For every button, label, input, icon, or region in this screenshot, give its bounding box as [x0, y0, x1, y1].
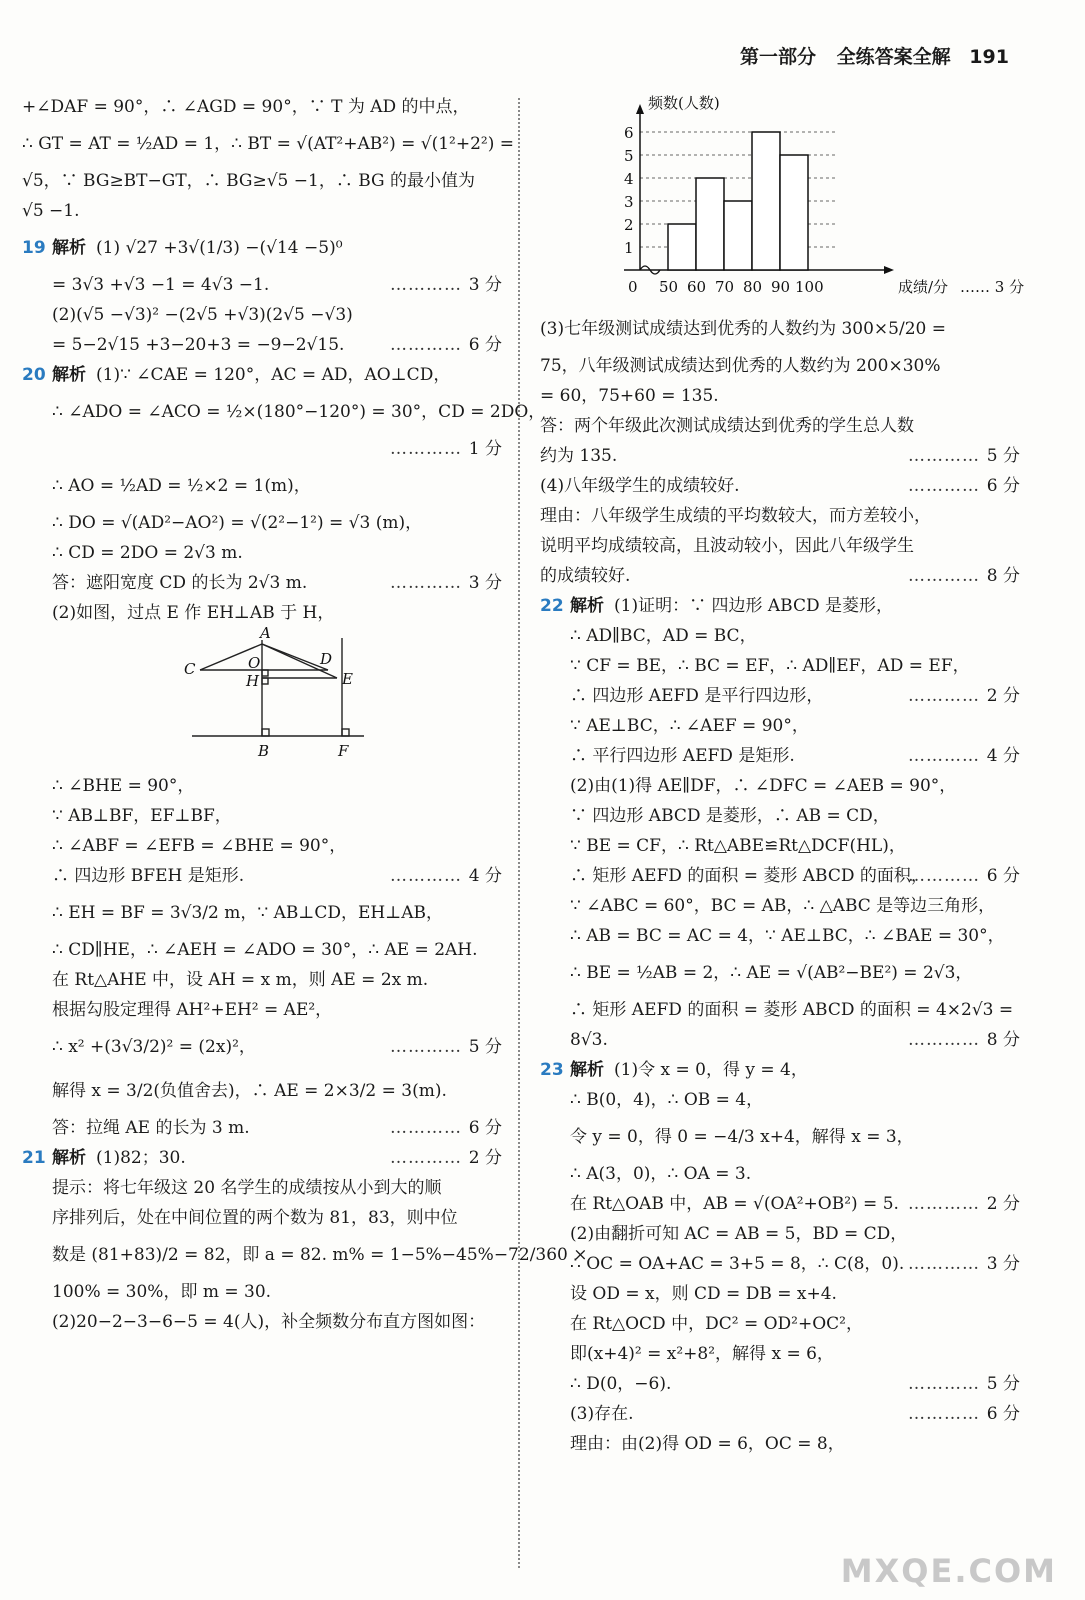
line-text: ∴ B(0，4)，∴ OB = 4， [570, 1090, 764, 1110]
score-mark: 4 分 [986, 746, 1020, 766]
solution-line [540, 561, 1020, 591]
question-23-start [540, 1055, 1020, 1085]
question-number: 22 [540, 596, 564, 616]
line-text: 说明平均成绩较高，且波动较小，因此八年级学生 [540, 536, 914, 556]
line-text: 在 Rt△OAB 中，AB = √(OA²+OB²) = 5. [570, 1194, 899, 1214]
solution-line [540, 1309, 1020, 1339]
leader-dots: ………… [390, 1148, 462, 1168]
x-tick-label: 100 [795, 278, 824, 296]
score-mark: 6 分 [468, 335, 502, 355]
solution-line [22, 196, 502, 226]
page-header [740, 42, 1045, 69]
line-text: ∴ DO = √(AD²−AO²) = √(2²−1²) = √3 (m)， [52, 513, 423, 533]
line-text: ∴ 四边形 BFEH 是矩形. [52, 866, 245, 886]
solution-line [540, 1115, 1020, 1159]
line-text: ∴ x² +(3√3/2)² = (2x)²， [52, 1037, 256, 1057]
solution-line [22, 1113, 502, 1143]
line-text: (1) √27 +3√(1/3) −(√14 −5)⁰ [96, 238, 343, 258]
point-label-f: F [338, 742, 349, 760]
line-text: ∴ CD = 2DO = 2√3 m. [52, 543, 243, 563]
line-text: ∴ ∠ADO = ∠ACO = ½×(180°−120°) = 30°，CD = 2DO， [52, 402, 546, 422]
score-mark: 4 分 [468, 866, 502, 886]
point-label-b: B [258, 742, 270, 760]
leader-dots: ………… [390, 335, 462, 355]
line-text: 答：两个年级此次测试成绩达到优秀的学生总人数 [540, 416, 914, 436]
score-mark: 3 分 [986, 1254, 1020, 1274]
solution-line [22, 330, 502, 360]
score-mark: 5 分 [986, 1374, 1020, 1394]
line-text: = 60，75+60 = 135. [540, 386, 719, 406]
solution-line [540, 1399, 1020, 1429]
solution-line [22, 891, 502, 935]
solution-line [540, 1189, 1020, 1219]
line-text: 数是 (81+83)/2 = 82，即 a = 82. m% = 1−5%−45%−72/360 × [52, 1245, 588, 1265]
solution-line [22, 434, 502, 464]
line-text: 即(x+4)² = x²+8²，解得 x = 6， [570, 1344, 834, 1364]
solution-line [540, 1025, 1020, 1055]
leader-dots: ………… [390, 573, 462, 593]
solution-line [540, 741, 1020, 771]
line-text: (4)八年级学生的成绩较好. [540, 476, 740, 496]
solution-line [22, 771, 502, 801]
solution-line [540, 1085, 1020, 1115]
solution-line [540, 501, 1020, 531]
line-text: ∵ 四边形 ABCD 是菱形，∴ AB = CD， [570, 806, 890, 826]
score-mark: 6 分 [468, 1118, 502, 1138]
solution-line [22, 1203, 502, 1233]
solution-line [22, 995, 502, 1025]
line-text: 的成绩较好. [540, 566, 631, 586]
line-text: (1)证明：∵ 四边形 ABCD 是菱形， [614, 596, 894, 616]
geometry-svg [182, 624, 482, 766]
solution-line [540, 411, 1020, 441]
analysis-keyword: 解析 [52, 365, 86, 385]
line-text: ∴ 矩形 AEFD 的面积 = 菱形 ABCD 的面积 = 4×2√3 = [570, 1000, 1014, 1020]
solution-line [540, 1369, 1020, 1399]
x-tick-label: 80 [743, 278, 763, 296]
bar-80-90 [752, 132, 780, 270]
right-column [540, 92, 1025, 1459]
watermark: MXQE.COM [840, 1552, 1057, 1590]
point-label-h: H [246, 672, 260, 690]
line-text: (3)存在. [570, 1404, 634, 1424]
leader-dots: ………… [908, 1374, 980, 1394]
solution-line [540, 861, 1020, 891]
line-text: 提示：将七年级这 20 名学生的成绩按从小到大的顺 [52, 1178, 442, 1198]
solution-line [540, 1339, 1020, 1369]
x-tick-label: 50 [659, 278, 679, 296]
line-text: (3)七年级测试成绩达到优秀的人数约为 300×5/20 = [540, 319, 946, 339]
solution-line [22, 1069, 502, 1113]
line-text: 理由：八年级学生成绩的平均数较大，而方差较小， [540, 506, 931, 526]
y-tick-label: 4 [624, 170, 634, 188]
question-20-start [22, 360, 502, 390]
score-mark: 5 分 [986, 446, 1020, 466]
line-text: ∴ D(0，−6). [570, 1374, 672, 1394]
solution-line [540, 1429, 1020, 1459]
analysis-keyword: 解析 [570, 596, 604, 616]
score-mark: 8 分 [986, 1030, 1020, 1050]
header-title: 全练答案全解 [836, 46, 951, 68]
line-text: 设 OD = x，则 CD = DB = x+4. [570, 1284, 837, 1304]
point-label-o: O [248, 654, 261, 672]
analysis-keyword: 解析 [570, 1060, 604, 1080]
solution-line [22, 965, 502, 995]
line-text: = 5−2√15 +3−20+3 = −9−2√15. [52, 335, 345, 355]
question-21-start [22, 1143, 502, 1173]
solution-line [22, 1173, 502, 1203]
line-text: 8√3. [570, 1030, 608, 1050]
analysis-keyword: 解析 [52, 238, 86, 258]
solution-line [540, 1159, 1020, 1189]
line-text: ∵ CF = BE，∴ BC = EF，∴ AD∥EF，AD = EF， [570, 656, 970, 676]
y-tick-label: 3 [624, 193, 634, 211]
x-tick-label: 70 [715, 278, 735, 296]
solution-line [540, 951, 1020, 995]
line-text: ∴ GT = AT = ½AD = 1，∴ BT = √(AT²+AB²) = √(1²+2²) = [22, 134, 515, 154]
leader-dots: ………… [908, 476, 980, 496]
x-axis-title: 成绩/分 [898, 278, 949, 296]
line-text: ∴ BE = ½AB = 2，∴ AE = √(AB²−BE²) = 2√3， [570, 963, 973, 983]
leader-dots: ………… [908, 686, 980, 706]
solution-line [540, 681, 1020, 711]
line-text: ∴ AO = ½AD = ½×2 = 1(m)， [52, 476, 311, 496]
geometry-figure [22, 624, 502, 771]
solution-line [22, 1277, 502, 1307]
solution-line [22, 1025, 502, 1069]
line-text: ∴ 四边形 AEFD 是平行四边形， [570, 686, 824, 706]
bar-70-80 [724, 201, 752, 270]
solution-line [540, 471, 1020, 501]
question-number: 21 [22, 1148, 46, 1168]
line-text: 解得 x = 3/2(负值舍去)，∴ AE = 2×3/2 = 3(m). [52, 1081, 447, 1101]
leader-dots: ………… [908, 566, 980, 586]
line-text: = 3√3 +√3 −1 = 4√3 −1. [52, 275, 270, 295]
line-text: 答：遮阳宽度 CD 的长为 2√3 m. [52, 573, 308, 593]
leader-dots: ………… [390, 439, 462, 459]
histogram-chart [540, 92, 1025, 302]
line-text: ∴ 平行四边形 AEFD 是矩形. [570, 746, 795, 766]
analysis-keyword: 解析 [52, 1148, 86, 1168]
solution-line [540, 441, 1020, 471]
line-text: 答：拉绳 AE 的长为 3 m. [52, 1118, 250, 1138]
question-number: 23 [540, 1060, 564, 1080]
question-number: 20 [22, 365, 46, 385]
y-tick-label: 6 [624, 124, 634, 142]
line-text: +∠DAF = 90°，∴ ∠AGD = 90°，∵ T 为 AD 的中点， [22, 97, 470, 117]
score-mark: 3 分 [468, 275, 502, 295]
y-tick-label: 1 [624, 239, 634, 257]
solution-line [540, 351, 1020, 381]
line-text: ∴ EH = BF = 3√3/2 m，∵ AB⊥CD，EH⊥AB， [52, 903, 443, 923]
line-text: (2)由翻折可知 AC = AB = 5，BD = CD， [570, 1224, 908, 1244]
line-text: 约为 135. [540, 446, 618, 466]
line-text: ∴ A(3，0)，∴ OA = 3. [570, 1164, 752, 1184]
solution-line [22, 270, 502, 300]
line-text: ∵ AE⊥BC，∴ ∠AEF = 90°， [570, 716, 809, 736]
solution-line [540, 801, 1020, 831]
score-mark: 1 分 [468, 439, 502, 459]
score-mark: …… 3 分 [960, 278, 1025, 296]
solution-line [540, 651, 1020, 681]
solution-line [22, 508, 502, 538]
y-tick-label: 2 [624, 216, 634, 234]
line-text: ∵ AB⊥BF，EF⊥BF， [52, 806, 232, 826]
solution-line [22, 1307, 502, 1337]
solution-line [540, 995, 1020, 1025]
histogram-figure [540, 92, 1025, 307]
line-text: √5，∵ BG≥BT−GT，∴ BG≥√5 −1，∴ BG 的最小值为 [22, 171, 476, 191]
solution-line [22, 390, 546, 434]
page-number: 191 [969, 46, 1009, 68]
solution-line [540, 891, 1020, 921]
point-label-e: E [342, 670, 353, 688]
line-text: ∴ AB = BC = AC = 4，∵ AE⊥BC，∴ ∠BAE = 30°， [570, 926, 1005, 946]
solution-line [540, 307, 1020, 351]
line-text: (1)∵ ∠CAE = 120°，AC = AD，AO⊥CD， [96, 365, 451, 385]
solution-line [22, 464, 502, 508]
question-number: 19 [22, 238, 46, 258]
solution-line [22, 166, 502, 196]
line-text: 在 Rt△AHE 中，设 AH = x m，则 AE = 2x m. [52, 970, 429, 990]
line-text: (2)由(1)得 AE∥DF，∴ ∠DFC = ∠AEB = 90°， [570, 776, 957, 796]
solution-line [22, 122, 515, 166]
line-text: 序排列后，处在中间位置的两个数为 81，83，则中位 [52, 1208, 458, 1228]
solution-line [540, 1219, 1020, 1249]
solution-line [540, 1279, 1020, 1309]
leader-dots: ………… [390, 275, 462, 295]
solution-line [540, 621, 1020, 651]
line-text: 在 Rt△OCD 中，DC² = OD²+OC²， [570, 1314, 863, 1334]
header-section: 第一部分 [740, 46, 817, 68]
score-mark: 6 分 [986, 866, 1020, 886]
line-text: ∴ 矩形 AEFD 的面积 = 菱形 ABCD 的面积， [570, 866, 928, 886]
leader-dots: ………… [908, 866, 980, 886]
line-text: (2)20−2−3−6−5 = 4(人)，补全频数分布直方图如图： [52, 1312, 486, 1332]
line-text: ∴ CD∥HE，∴ ∠AEH = ∠ADO = 30°，∴ AE = 2AH. [52, 940, 478, 960]
leader-dots: ………… [390, 1037, 462, 1057]
score-mark: 6 分 [986, 476, 1020, 496]
line-text: √5 −1. [22, 201, 80, 221]
question-19-start [22, 226, 502, 270]
score-mark: 8 分 [986, 566, 1020, 586]
question-22-start [540, 591, 1020, 621]
solution-line [540, 771, 1020, 801]
line-text: 理由：由(2)得 OD = 6，OC = 8， [570, 1434, 845, 1454]
line-text: ∴ ∠ABF = ∠EFB = ∠BHE = 90°， [52, 836, 347, 856]
solution-line [540, 711, 1020, 741]
solution-line [540, 1249, 1020, 1279]
line-text: ∵ BE = CF，∴ Rt△ABE≌Rt△DCF(HL)， [570, 836, 906, 856]
x-tick-label: 0 [628, 278, 638, 296]
line-text: ∴ ∠BHE = 90°， [52, 776, 195, 796]
leader-dots: ………… [908, 1254, 980, 1274]
column-divider [518, 98, 520, 1568]
bar-90-100 [780, 155, 808, 270]
bar-60-70 [696, 178, 724, 270]
score-mark: 5 分 [468, 1037, 502, 1057]
solution-line [22, 538, 502, 568]
leader-dots: ………… [908, 746, 980, 766]
bar-50-60 [668, 224, 696, 270]
y-axis-title: 频数(人数) [648, 94, 720, 112]
solution-line [22, 568, 502, 598]
leader-dots: ………… [908, 1194, 980, 1214]
line-text: ∴ OC = OA+AC = 3+5 = 8，∴ C(8，0). [570, 1254, 905, 1274]
score-mark: 2 分 [986, 686, 1020, 706]
line-text: 根据勾股定理得 AH²+EH² = AE²， [52, 1000, 333, 1020]
score-mark: 6 分 [986, 1404, 1020, 1424]
line-text: 100% = 30%，即 m = 30. [52, 1282, 272, 1302]
solution-line [22, 1233, 588, 1277]
y-tick-label: 5 [624, 147, 634, 165]
point-label-c: C [184, 660, 196, 678]
line-text: ∵ ∠ABC = 60°，BC = AB，∴ △ABC 是等边三角形， [570, 896, 996, 916]
solution-line [22, 935, 502, 965]
line-text: (2)(√5 −√3)² −(2√5 +√3)(2√5 −√3) [52, 305, 353, 325]
line-text: 令 y = 0，得 0 = −4/3 x+4，解得 x = 3， [570, 1127, 914, 1147]
line-text: ∴ AD∥BC，AD = BC， [570, 626, 757, 646]
solution-line [22, 92, 502, 122]
line-text: (1)82；30. [96, 1148, 186, 1168]
solution-line [22, 861, 502, 891]
point-label-a: A [260, 624, 271, 642]
x-tick-label: 60 [687, 278, 707, 296]
solution-line [540, 531, 1020, 561]
line-text: (2)如图，过点 E 作 EH⊥AB 于 H， [52, 603, 335, 623]
solution-line [540, 831, 1020, 861]
point-label-d: D [320, 650, 333, 668]
leader-dots: ………… [390, 866, 462, 886]
score-mark: 2 分 [468, 1148, 502, 1168]
solution-line [22, 300, 502, 330]
leader-dots: ………… [390, 1118, 462, 1138]
solution-line [22, 801, 502, 831]
score-mark: 2 分 [986, 1194, 1020, 1214]
solution-line [540, 381, 1020, 411]
solution-line [540, 921, 1020, 951]
leader-dots: ………… [908, 1404, 980, 1424]
leader-dots: ………… [908, 1030, 980, 1050]
line-text: (1)令 x = 0，得 y = 4， [614, 1060, 808, 1080]
score-mark: 3 分 [468, 573, 502, 593]
x-tick-label: 90 [771, 278, 791, 296]
solution-line [22, 831, 502, 861]
leader-dots: ………… [908, 446, 980, 466]
line-text: 75，八年级测试成绩达到优秀的人数约为 200×30% [540, 356, 941, 376]
